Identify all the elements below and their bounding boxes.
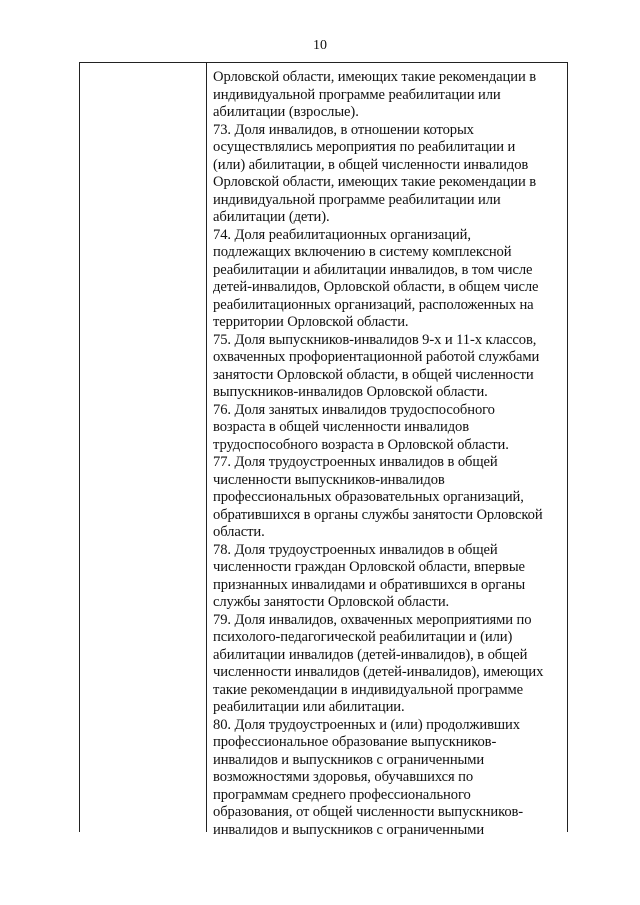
text-line: инвалидов и выпускников с ограниченными (213, 821, 485, 838)
text-line: профессиональных образовательных организаций, (213, 489, 524, 505)
text-line: признанных инвалидами и обратившихся в органы (213, 576, 526, 593)
text-line: индивидуальной программе реабилитации или (213, 86, 501, 103)
text-line: охваченных профориентационной работой службами (213, 349, 540, 365)
text-line: территории Орловской области. (213, 314, 409, 330)
text-line: численности инвалидов (детей-инвалидов), имеющих (213, 664, 544, 680)
text-line: образования, от общей численности выпускников- (213, 804, 524, 820)
text-line: (или) абилитации, в общей численности инвалидов (213, 156, 529, 173)
text-line: 77. Доля трудоустроенных инвалидов в общей (213, 454, 498, 470)
page-number: 10 (313, 38, 327, 53)
text-line: абилитации (взрослые). (213, 104, 359, 120)
text-line: реабилитационных организаций, расположенных на (213, 296, 534, 313)
text-line: области. (213, 524, 265, 540)
text-line: детей-инвалидов, Орловской области, в общем числе (213, 279, 539, 295)
text-line: численности выпускников-инвалидов (213, 471, 445, 488)
text-line: абилитации (дети). (213, 209, 330, 225)
text-line: Орловской области, имеющих такие рекомендации в (213, 69, 537, 85)
text-line: возраста в общей численности инвалидов (213, 419, 470, 435)
text-line: инвалидов и выпускников с ограниченными (213, 751, 485, 768)
text-line: 75. Доля выпускников-инвалидов 9-х и 11-х классов, (213, 331, 537, 348)
indicator-table (79, 62, 568, 838)
text-line: осуществлялись мероприятия по реабилитации и (213, 139, 516, 155)
text-line: занятости Орловской области, в общей численности (213, 366, 534, 383)
text-line: численности граждан Орловской области, впервые (213, 559, 525, 575)
text-line: трудоспособного возраста в Орловской области. (213, 436, 509, 453)
text-line: подлежащих включению в систему комплексной (213, 244, 512, 260)
text-line: 74. Доля реабилитационных организаций, (213, 226, 471, 243)
text-line: 79. Доля инвалидов, охваченных мероприятиями по (213, 611, 532, 628)
text-line: 80. Доля трудоустроенных и (или) продолживших (213, 716, 520, 733)
text-line: Орловской области, имеющих такие рекомендации в (213, 174, 537, 190)
indicator-text-cell (213, 69, 565, 839)
text-line: обратившихся в органы службы занятости Орловской (213, 506, 543, 523)
text-line: профессиональное образование выпускников- (213, 734, 497, 750)
text-line: 73. Доля инвалидов, в отношении которых (213, 121, 474, 138)
text-line: такие рекомендации в индивидуальной программе (213, 681, 524, 698)
text-line: 76. Доля занятых инвалидов трудоспособного (213, 401, 495, 418)
table-left-column (80, 63, 207, 832)
text-line: программам среднего профессионального (213, 786, 471, 803)
text-line: реабилитации и абилитации инвалидов, в том числе (213, 261, 533, 278)
text-line: психолого-педагогической реабилитации и (или) (213, 629, 513, 645)
text-line: возможностями здоровья, обучавшихся по (213, 769, 474, 785)
text-line: службы занятости Орловской области. (213, 594, 450, 610)
text-line: индивидуальной программе реабилитации или (213, 191, 501, 208)
text-line: реабилитации или абилитации. (213, 699, 405, 715)
text-line: выпускников-инвалидов Орловской области. (213, 384, 488, 400)
text-line: 78. Доля трудоустроенных инвалидов в общей (213, 541, 498, 558)
text-line: абилитации инвалидов (детей-инвалидов), в общей (213, 646, 528, 663)
